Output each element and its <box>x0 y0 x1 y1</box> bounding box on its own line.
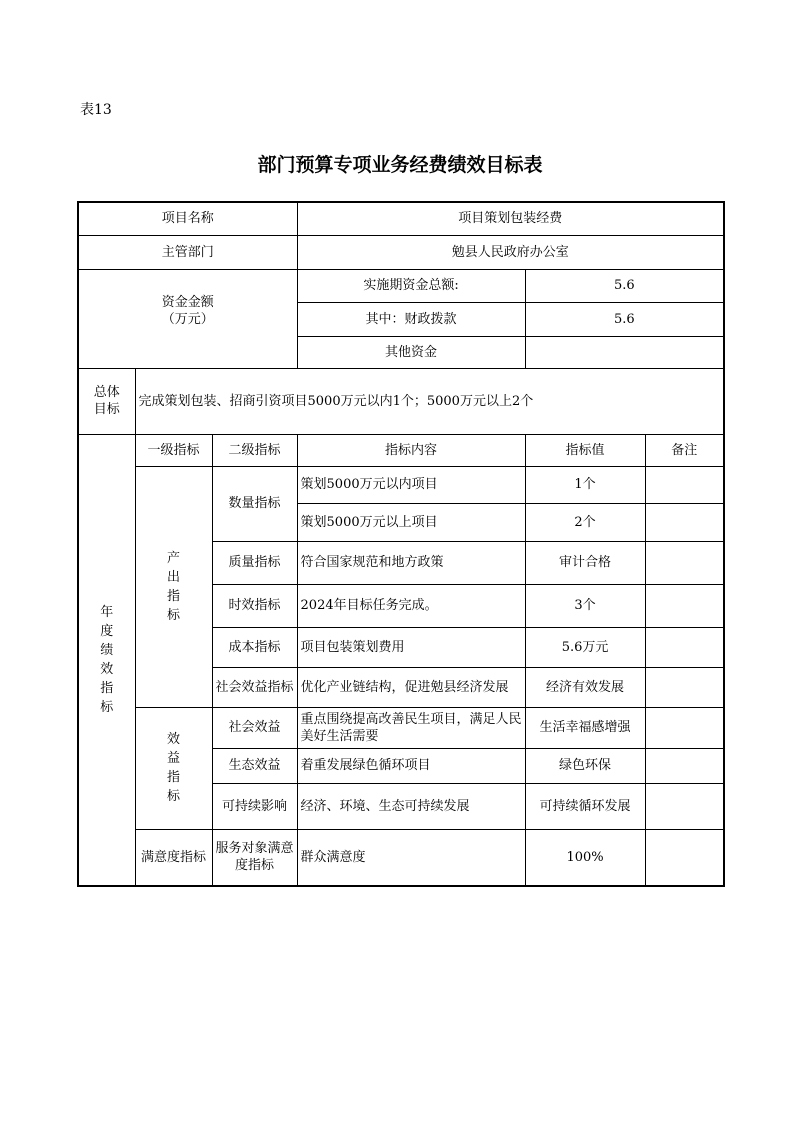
indicator-content: 策划5000万元以上项目 <box>297 503 525 541</box>
indicator-value: 100% <box>525 829 645 886</box>
social-benefit-label: 社会效益 <box>212 707 297 748</box>
indicator-value: 5.6万元 <box>525 627 645 667</box>
quality-indicator-label: 质量指标 <box>212 541 297 584</box>
indicator-content: 项目包装策划费用 <box>297 627 525 667</box>
row-department <box>78 235 724 269</box>
row-funds-total <box>78 269 724 302</box>
indicator-note <box>645 667 724 707</box>
cost-indicator-label: 成本指标 <box>212 627 297 667</box>
funds-fiscal-label: 其中：财政拨款 <box>297 302 525 336</box>
indicator-content: 策划5000万元以内项目 <box>297 466 525 503</box>
output-indicator-text: 产出指标 <box>166 550 180 623</box>
benefit-indicator-label <box>135 707 212 829</box>
indicator-note <box>645 627 724 667</box>
goal-label <box>78 368 135 434</box>
funds-total-value: 5.6 <box>525 269 724 302</box>
indicator-content: 重点围绕提高改善民生项目，满足人民美好生活需要 <box>297 707 525 748</box>
funds-other-label: 其他资金 <box>297 336 525 368</box>
document-title: 部门预算专项业务经费绩效目标表 <box>257 154 543 176</box>
project-name-label: 项目名称 <box>78 202 297 235</box>
indicator-content: 经济、环境、生态可持续发展 <box>297 783 525 829</box>
funds-fiscal-value: 5.6 <box>525 302 724 336</box>
timeliness-indicator-label: 时效指标 <box>212 584 297 627</box>
department-label: 主管部门 <box>78 235 297 269</box>
indicator-content: 符合国家规范和地方政策 <box>297 541 525 584</box>
header-level2: 二级指标 <box>212 434 297 466</box>
indicator-note <box>645 783 724 829</box>
satisfaction-sub-label: 服务对象满意度指标 <box>212 829 297 886</box>
header-level1: 一级指标 <box>135 434 212 466</box>
performance-target-table <box>77 201 725 887</box>
header-content: 指标内容 <box>297 434 525 466</box>
funds-label-line2: （万元） <box>161 311 214 327</box>
indicator-value: 3个 <box>525 584 645 627</box>
indicator-value: 可持续循环发展 <box>525 783 645 829</box>
header-note: 备注 <box>645 434 724 466</box>
project-name-value: 项目策划包装经费 <box>297 202 724 235</box>
indicator-note <box>645 541 724 584</box>
annual-indicators-label <box>78 434 135 886</box>
table-number: 表13 <box>80 102 112 118</box>
goal-label-line1: 总体 <box>93 385 120 400</box>
goal-label-line2: 目标 <box>93 402 120 417</box>
indicator-content: 群众满意度 <box>297 829 525 886</box>
quantity-indicator-label: 数量指标 <box>212 466 297 541</box>
row-overall-goal <box>78 368 724 434</box>
indicator-note <box>645 748 724 783</box>
table-row <box>78 466 724 503</box>
indicator-value: 经济有效发展 <box>525 667 645 707</box>
indicator-content: 优化产业链结构，促进勉县经济发展 <box>297 667 525 707</box>
table-row <box>78 707 724 748</box>
indicator-content: 2024年目标任务完成。 <box>297 584 525 627</box>
indicator-value: 1个 <box>525 466 645 503</box>
table-row <box>78 829 724 886</box>
department-value: 勉县人民政府办公室 <box>297 235 724 269</box>
funds-total-label: 实施期资金总额: <box>297 269 525 302</box>
indicator-note <box>645 466 724 503</box>
benefit-indicator-text: 效益指标 <box>166 732 180 804</box>
indicator-value: 生活幸福感增强 <box>525 707 645 748</box>
row-project-name <box>78 202 724 235</box>
funds-label <box>78 269 297 368</box>
annual-indicators-text: 年度绩效指标 <box>100 604 114 715</box>
indicator-note <box>645 707 724 748</box>
indicator-value: 绿色环保 <box>525 748 645 783</box>
indicator-value: 审计合格 <box>525 541 645 584</box>
social-benefit-indicator-label: 社会效益指标 <box>212 667 297 707</box>
indicator-value: 2个 <box>525 503 645 541</box>
indicator-content: 着重发展绿色循环项目 <box>297 748 525 783</box>
funds-other-value <box>525 336 724 368</box>
eco-benefit-label: 生态效益 <box>212 748 297 783</box>
output-indicator-label <box>135 466 212 707</box>
goal-value: 完成策划包装、招商引资项目5000万元以内1个；5000万元以上2个 <box>135 368 724 434</box>
sustainability-label: 可持续影响 <box>212 783 297 829</box>
indicator-note <box>645 829 724 886</box>
indicator-note <box>645 584 724 627</box>
row-indicator-headers <box>78 434 724 466</box>
header-value: 指标值 <box>525 434 645 466</box>
satisfaction-indicator-label: 满意度指标 <box>135 829 212 886</box>
funds-label-line1: 资金金额 <box>161 294 214 310</box>
indicator-note <box>645 503 724 541</box>
